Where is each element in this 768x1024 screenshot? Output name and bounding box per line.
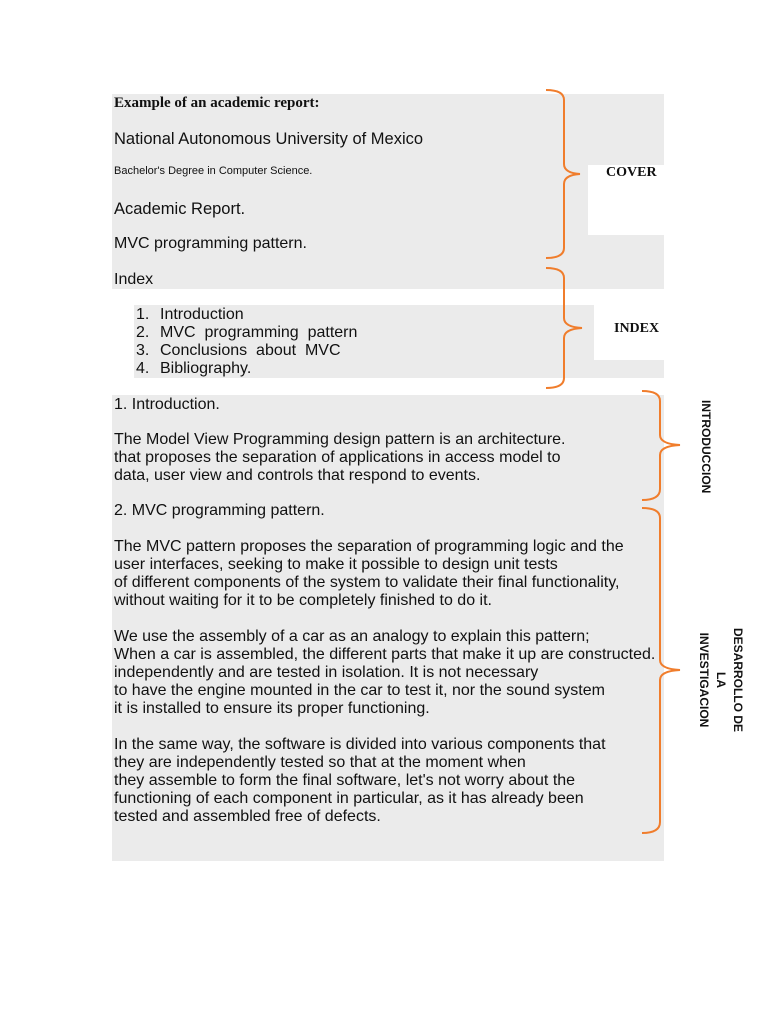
intro-line: that proposes the separation of applications in access model to <box>114 449 561 466</box>
mvc-line: to have the engine mounted in the car to test it, nor the sound system <box>114 682 605 699</box>
desarrollo-brace-icon <box>640 506 688 836</box>
index-brace-icon <box>542 266 590 390</box>
desarrollo-line: LA <box>714 672 728 688</box>
mvc-line: functioning of each component in particular, as it has already been <box>114 790 584 807</box>
mvc-line: The MVC pattern proposes the separation of programming logic and the <box>114 538 624 555</box>
desarrollo-line: DESARROLLO DE <box>731 628 745 733</box>
mvc-line: When a car is assembled, the different parts that make it up are constructed. <box>114 646 656 663</box>
report-topic: MVC programming pattern. <box>114 235 307 252</box>
mvc-line: without waiting for it to be completely finished to do it. <box>114 592 492 609</box>
index-item-num: 2. <box>136 324 150 341</box>
index-item <box>136 324 357 342</box>
intro-line: The Model View Programming design pattern is an architecture. <box>114 431 566 448</box>
mvc-line: they are independently tested so that at the moment when <box>114 754 526 771</box>
degree-name: Bachelor's Degree in Computer Science. <box>114 165 313 177</box>
mvc-line: In the same way, the software is divided into various components that <box>114 736 606 753</box>
mvc-line: tested and assembled free of defects. <box>114 808 381 825</box>
report-type: Academic Report. <box>114 200 246 218</box>
mvc-line: We use the assembly of a car as an analogy to explain this pattern; <box>114 628 590 645</box>
index-item-num: 3. <box>136 342 150 359</box>
index-item-label: Introduction <box>160 306 244 323</box>
index-item-num: 1. <box>136 306 150 323</box>
index-item-label: Bibliography. <box>160 360 252 377</box>
intro-line: data, user view and controls that respond to events. <box>114 467 481 484</box>
index-item <box>136 360 357 378</box>
index-list <box>136 306 357 378</box>
intro-paragraph <box>114 431 565 485</box>
mvc-paragraph-3 <box>114 736 606 826</box>
index-item-label: MVC programming pattern <box>160 324 358 341</box>
intro-heading: 1. Introduction. <box>114 396 220 413</box>
mvc-heading: 2. MVC programming pattern. <box>114 502 325 519</box>
index-item-num: 4. <box>136 360 150 377</box>
index-title: Index <box>114 271 154 288</box>
index-item <box>136 306 357 324</box>
report-heading: Example of an academic report: <box>114 95 320 111</box>
desarrollo-label <box>695 628 746 732</box>
mvc-paragraph-1 <box>114 538 624 610</box>
introduccion-label <box>697 400 714 493</box>
mvc-line: independently and are tested in isolation. It is not necessary <box>114 664 539 681</box>
index-item-label: Conclusions about MVC <box>160 342 341 359</box>
desarrollo-line: INVESTIGACION <box>697 632 711 728</box>
index-item <box>136 342 357 360</box>
mvc-line: they assemble to form the final software, let's not worry about the <box>114 772 576 789</box>
mvc-paragraph-2 <box>114 628 655 718</box>
mvc-line: user interfaces, seeking to make it possible to design unit tests <box>114 556 558 573</box>
intro-brace-icon <box>640 389 688 503</box>
university-name: National Autonomous University of Mexico <box>114 130 424 148</box>
mvc-line: of different components of the system to validate their final functionality, <box>114 574 620 591</box>
index-label: INDEX <box>614 321 660 336</box>
introduccion-text: INTRODUCCION <box>699 400 713 494</box>
cover-label: COVER <box>606 165 657 180</box>
mvc-line: it is installed to ensure its proper functioning. <box>114 700 430 717</box>
cover-brace-icon <box>542 88 590 262</box>
